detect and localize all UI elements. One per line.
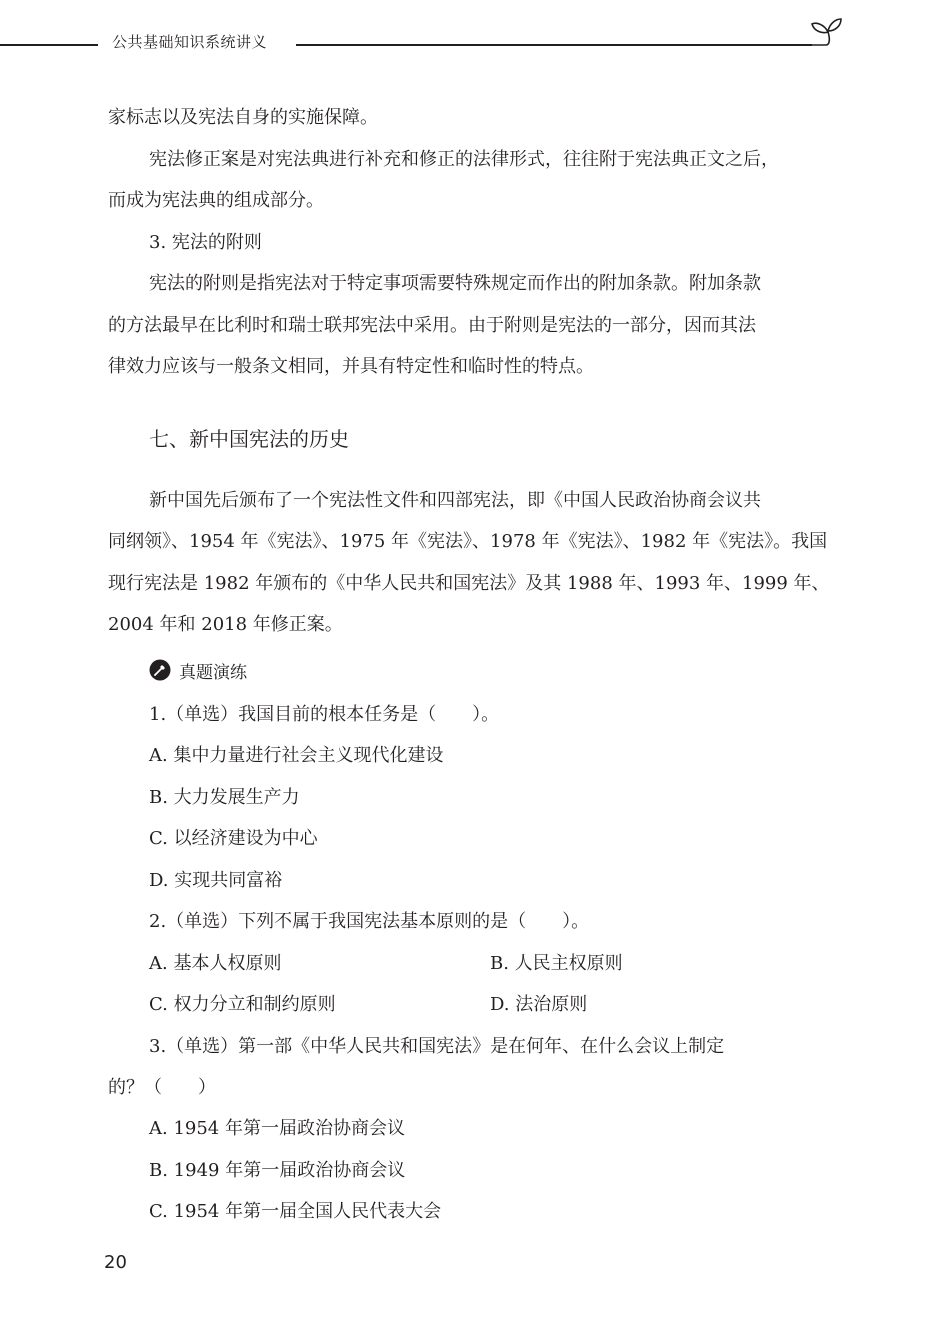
option-c: C. 以经济建设为中心 — [149, 828, 318, 849]
paragraph-line: 现行宪法是 1982 年颁布的《中华人民共和国宪法》及其 1988 年、1993 年、1999 年、 — [108, 573, 830, 594]
paragraph-line: 2004 年和 2018 年修正案。 — [108, 614, 343, 635]
paragraph-line: 宪法修正案是对宪法典进行补充和修正的法律形式，往往附于宪法典正文之后， — [149, 149, 779, 170]
header-rule-left — [0, 44, 98, 46]
paragraph-line: 宪法的附则是指宪法对于特定事项需要特殊规定而作出的附加条款。附加条款 — [149, 273, 761, 294]
header-title: 公共基础知识系统讲义 — [112, 33, 268, 51]
subheading: 3. 宪法的附则 — [149, 232, 262, 253]
section-title: 七、新中国宪法的历史 — [149, 427, 349, 451]
question-stem: 3.（单选）第一部《中华人民共和国宪法》是在何年、在什么会议上制定 — [149, 1036, 725, 1057]
paragraph-line: 律效力应该与一般条文相同，并具有特定性和临时性的特点。 — [108, 356, 594, 377]
option-b: B. 1949 年第一届政治协商会议 — [149, 1160, 406, 1181]
practice-heading-label: 真题演练 — [179, 662, 247, 683]
option-d: D. 法治原则 — [490, 994, 588, 1015]
sprout-icon — [808, 14, 844, 50]
paragraph-line: 新中国先后颁布了一个宪法性文件和四部宪法，即《中国人民政治协商会议共 — [149, 490, 761, 511]
paragraph-line: 的方法最早在比利时和瑞士联邦宪法中采用。由于附则是宪法的一部分，因而其法 — [108, 315, 756, 336]
option-d: D. 实现共同富裕 — [149, 870, 283, 891]
header-rule-right — [296, 44, 812, 46]
option-b: B. 人民主权原则 — [490, 953, 623, 974]
paragraph-line: 同纲领》、1954 年《宪法》、1975 年《宪法》、1978 年《宪法》、1982 年《宪法》。我国 — [108, 531, 828, 552]
practice-icon — [149, 659, 171, 681]
page-header — [0, 0, 950, 70]
practice-heading — [149, 655, 247, 685]
paragraph-line: 而成为宪法典的组成部分。 — [108, 190, 324, 211]
option-a: A. 集中力量进行社会主义现代化建设 — [149, 745, 444, 766]
option-a: A. 基本人权原则 — [149, 953, 282, 974]
page-number: 20 — [104, 1252, 127, 1273]
question-stem: 1.（单选）我国目前的根本任务是（ ）。 — [149, 704, 500, 725]
option-c: C. 权力分立和制约原则 — [149, 994, 336, 1015]
paragraph-line: 家标志以及宪法自身的实施保障。 — [108, 107, 378, 128]
question-stem: 的？（ ） — [108, 1077, 216, 1098]
option-b: B. 大力发展生产力 — [149, 787, 300, 808]
option-c: C. 1954 年第一届全国人民代表大会 — [149, 1201, 442, 1222]
option-a: A. 1954 年第一届政治协商会议 — [149, 1118, 405, 1139]
question-stem: 2.（单选）下列不属于我国宪法基本原则的是（ ）。 — [149, 911, 590, 932]
